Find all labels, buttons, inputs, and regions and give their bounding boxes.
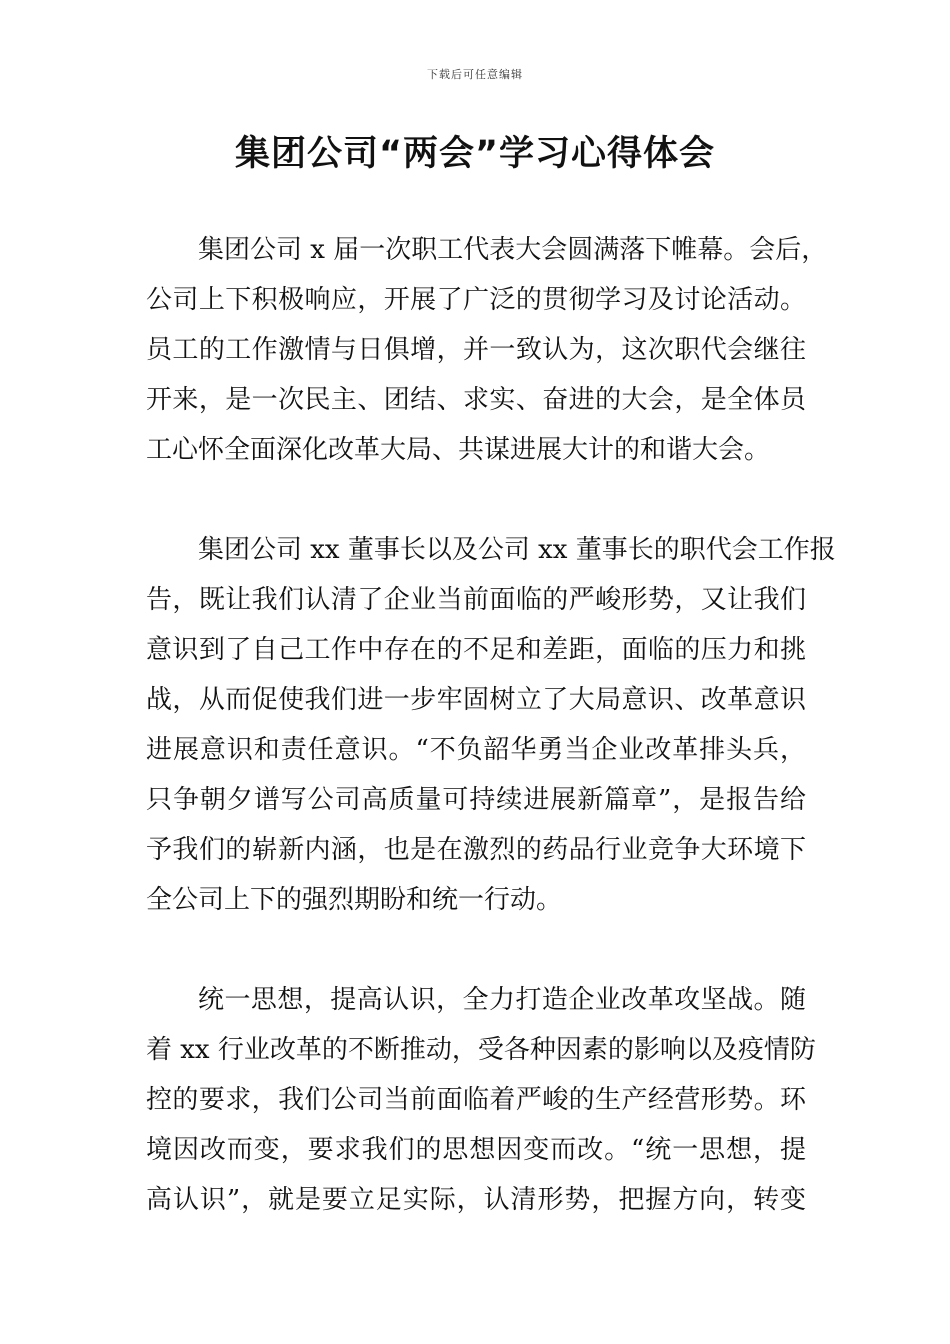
paragraph-line: 集团公司 x 届一次职工代表大会圆满落下帷幕。会后， [198,235,828,265]
paragraph-line: 进展意识和责任意识。“不负韶华勇当企业改革排头兵， [146,735,806,765]
paragraph-line: 意识到了自己工作中存在的不足和差距，面临的压力和挑 [146,635,806,665]
paragraph-2 [146,525,836,925]
paragraph-line: 只争朝夕谱写公司高质量可持续进展新篇章”，是报告给 [146,785,806,815]
header-note: 下载后可任意编辑 [427,68,523,81]
paragraph-line: 境因改而变，要求我们的思想因变而改。“统一思想，提 [146,1135,806,1165]
paragraph-line: 告，既让我们认清了企业当前面临的严峻形势，又让我们 [146,585,806,615]
paragraph-line: 统一思想，提高认识，全力打造企业改革攻坚战。随 [198,985,806,1015]
paragraph-line: 着 xx 行业改革的不断推动，受各种因素的影响以及疫情防 [146,1035,816,1065]
paragraph-line: 工心怀全面深化改革大局、共谋进展大计的和谐大会。 [146,435,771,465]
paragraph-line: 全公司上下的强烈期盼和统一行动。 [146,885,563,915]
paragraph-3 [146,975,816,1225]
paragraph-line: 集团公司 xx 董事长以及公司 xx 董事长的职代会工作报 [198,535,836,565]
paragraph-line: 予我们的崭新内涵，也是在激烈的药品行业竞争大环境下 [146,835,806,865]
paragraph-line: 控的要求，我们公司当前面临着严峻的生产经营形势。环 [146,1085,806,1115]
paragraph-line: 战，从而促使我们进一步牢固树立了大局意识、改革意识 [146,685,806,715]
document-title: 集团公司“两会”学习心得体会 [234,134,715,174]
paragraph-line: 员工的工作激情与日俱增，并一致认为，这次职代会继往 [146,335,806,365]
paragraph-line: 公司上下积极响应，开展了广泛的贯彻学习及讨论活动。 [146,285,806,315]
document-body [146,225,836,1275]
paragraph-line: 开来，是一次民主、团结、求实、奋进的大会，是全体员 [146,385,806,415]
paragraph-1 [146,225,828,475]
paragraph-line: 高认识”，就是要立足实际，认清形势，把握方向，转变 [146,1185,806,1215]
